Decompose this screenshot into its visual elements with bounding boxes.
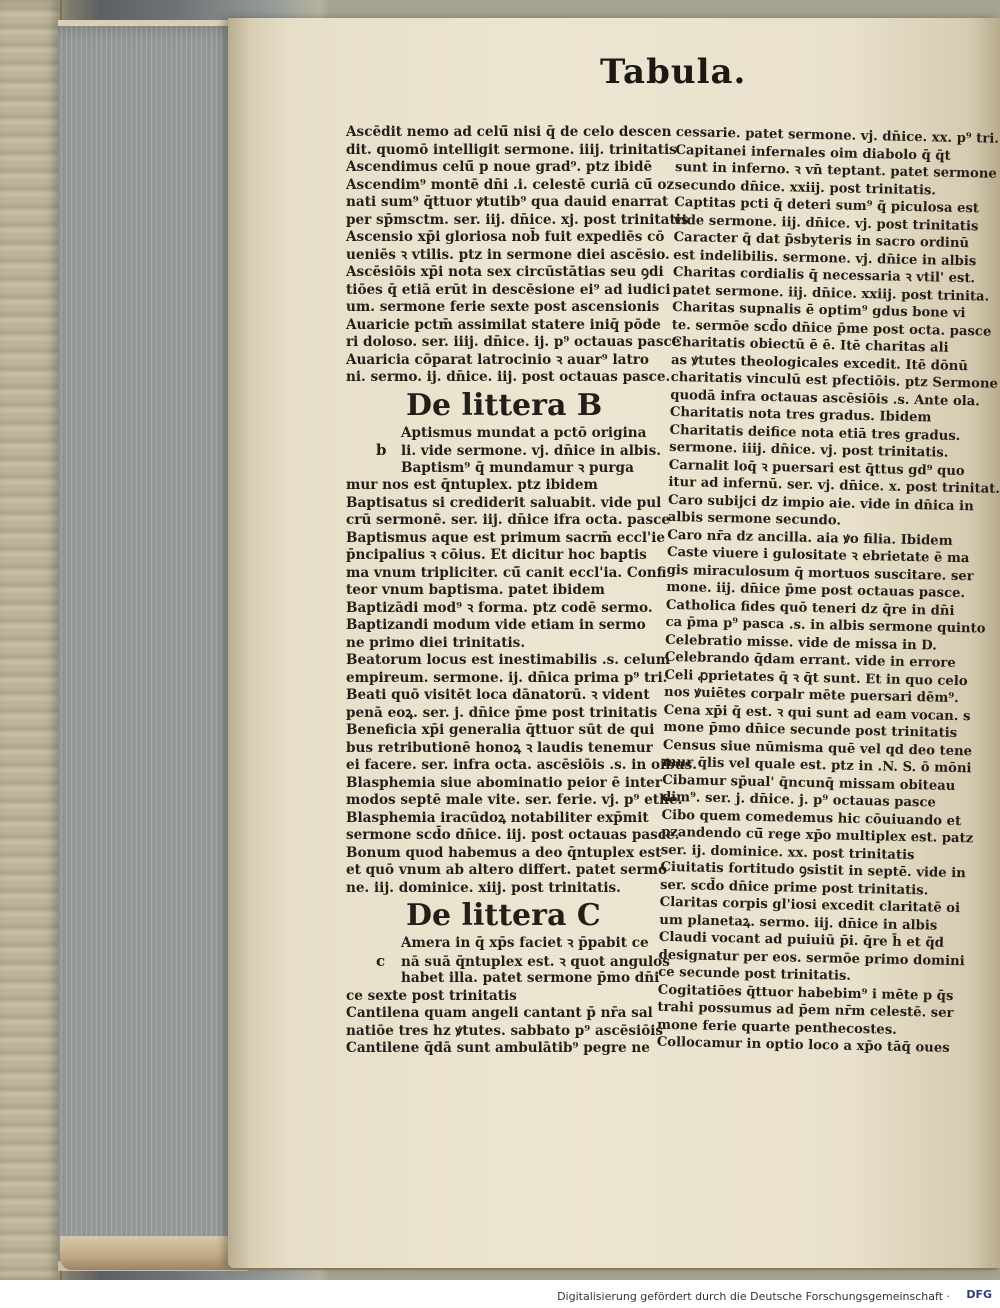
line-text: habet illa. patet sermone p̄mo dn̄i (401, 970, 660, 986)
line-text: sermone. iiij. dn̄ice. vj. post trinitatis. (669, 439, 949, 461)
text-line (346, 317, 670, 335)
line-text: Baptisatus si crediderit saluabit. vide pul (346, 494, 662, 511)
line-text: Baptizandi modum vide etiam in sermo (346, 617, 646, 633)
line-text: sunt in inferno. ꝛ vn̄ teptant. patet sermone (674, 159, 997, 182)
text-line (346, 827, 680, 845)
text-line (346, 194, 670, 212)
line-text: Caracter q̄ dat p̄sbyteris in sacro ordinū (673, 229, 970, 252)
line-text: ser. scd̄o dn̄ice prime post trinitatis. (659, 877, 929, 898)
line-text: Amera in q̄ xp̄s faciet ꝛ p̄pabit ce (401, 935, 649, 951)
line-text: Cibo quem comedemus hic cōuiuando et (661, 807, 962, 829)
text-line (346, 282, 670, 300)
line-text: Beati quō visitēt loca dānatorū. ꝛ vident (346, 687, 650, 703)
line-text: et quō vnum ab altero differt. patet sermo (346, 862, 668, 878)
section-letter-marker: b (376, 441, 387, 459)
text-line (346, 264, 670, 282)
text-line (346, 600, 670, 618)
line-text: Ascensio xp̄i gloriosa nob̄ fuit expediēs cō (346, 229, 665, 245)
line-text: charitatis vinculū est pfectiōis. ptz Sermone (670, 369, 999, 392)
text-line (346, 512, 670, 530)
line-text: Ascendimus celū̄ p noue grad⁹. ptz ibidē (346, 159, 653, 175)
text-line (346, 953, 670, 971)
line-text: Caro subijci dz impio aie. vide in dn̄ica in (667, 492, 974, 514)
text-line (346, 1023, 670, 1041)
dfg-logo: DFG (966, 1288, 992, 1301)
text-line (346, 935, 670, 953)
text-line (346, 740, 670, 758)
line-text: mone p̄mo dn̄ice secunde post trinitatis (663, 719, 958, 742)
line-text: Ciuitatis fortitudo ꝯsistit in septē. vide in (660, 859, 966, 882)
line-text: Cantilena quam angeli cantant p̄ nr̄a sal (346, 1005, 653, 1021)
line-text: mone. iij. dn̄ice p̄me post octauas pasce. (666, 579, 966, 602)
line-text: ce sexte post trinitatis (346, 987, 517, 1004)
digitization-footer (0, 1282, 1000, 1308)
line-text: Catholica fides quō teneri dz q̄re in dn̄i (665, 597, 955, 619)
line-text: bus retributionē honoꝝ ꝛ laudis tenemur (346, 739, 653, 756)
line-text: mur nos est q̄ntuplex. ptz ibidem (346, 477, 598, 493)
text-line (346, 582, 670, 600)
text-line (346, 670, 670, 688)
book-cover-edge (0, 0, 62, 1280)
line-text: Claudi vocant ad puiuiū p̄i. q̄re h̄ et q̄d (658, 929, 945, 951)
text-line (346, 369, 670, 387)
line-text: per sp̄msctm. ser. iij. dn̄ice. xj. post trinitatis (346, 211, 689, 228)
line-text: modos septē male vite. ser. ferie. vj. p⁹ ethe. (346, 792, 683, 808)
line-text: Baptizādi mod⁹ ꝛ forma. ptz codē sermo. (346, 599, 653, 616)
line-text: ma vnum tripliciter. cū̄ canit eccl'ia. Confi (346, 564, 667, 581)
line-text: Ascēdit nemo ad celū̄ nisi q̄ de celo descen (346, 124, 672, 140)
line-text: Auaricie pctm̄ assimilat statere iniq̄ pōde (346, 316, 661, 333)
line-text: natiōe tres hz ꝟtutes. sabbato p⁹ ascēsiōis (346, 1022, 664, 1039)
line-text: patet sermone. iij. dn̄ice. xxiij. post trinita. (672, 282, 990, 305)
line-text: Cibamur sp̄ual' q̄ncunq̄ missam obiteau (662, 772, 956, 794)
line-text: quodā infra octauas ascēsiōis .s. Ante ola. (670, 387, 981, 409)
line-text: dit. quomō intelligit sermone. iiij. trinitatis (346, 141, 677, 158)
right-text-column (656, 124, 1000, 1058)
line-text: secundo dn̄ice. xxiij. post trinitatis. (674, 177, 937, 198)
line-text: Carnalit loq̄ ꝛ puersari est q̄ttus gd⁹ quo (668, 457, 965, 479)
line-text: ser. ij. dominice. xx. post trinitatis (660, 842, 915, 863)
line-text: nā suā q̄ntuplex est. ꝛ quot angulos (401, 953, 670, 970)
text-line (346, 757, 698, 775)
line-text: ca p̄ma p⁹ pasca .s. in albis sermone quinto (665, 614, 986, 637)
line-text: Charitas supnalis ē optim⁹ gdus bone vi (672, 299, 966, 322)
line-text: tiōes q̄ etiā erūt in descēsione ei⁹ ad iudici (346, 281, 671, 298)
line-text: Ascendim⁹ montē dn̄i .i. celestē curiā cū̄ oz (346, 176, 675, 193)
text-line (346, 530, 670, 548)
line-text: Ascēsiōis xp̄i nota sex circūstātias seu ꝯdi (346, 264, 664, 280)
line-text: est indelibilis. sermone. vj. dn̄ice in albis (673, 247, 977, 269)
line-text: ce secunde post trinitatis. (658, 964, 852, 984)
text-line (346, 988, 670, 1006)
line-text: Capitanei infernales oim diabolo q̄ q̄t (675, 142, 951, 164)
line-text: ei facere. ser. infra octa. ascēsiōis .s. in oibus. (346, 757, 698, 773)
line-text: Blasphemia iracūdoꝝ notabiliter exp̄mit (346, 809, 649, 826)
line-text: ni. sermo. ij. dn̄ice. iij. post octauas pasce. (346, 369, 671, 385)
line-text: nos ꝟuiētes corpalr mēte puersari dēm⁹. (663, 684, 959, 707)
line-text: pzandendo cū̄ rege xp̄o multiplex est. patz (661, 824, 974, 847)
text-line (346, 565, 670, 583)
text-line (346, 477, 670, 495)
text-line (346, 425, 670, 443)
line-text: Beneficia xp̄i generalia q̄ttuor sūt de qui (346, 722, 655, 738)
line-text: trahi possumus ad p̄em nr̄m celestē. ser (657, 999, 954, 1022)
line-text: li. vide sermone. vj. dn̄ice in albis. (401, 443, 661, 459)
text-line (346, 880, 670, 898)
text-line (346, 495, 670, 513)
text-line (346, 442, 670, 460)
text-line (346, 687, 670, 705)
text-line (346, 1040, 670, 1058)
text-line (346, 970, 670, 988)
line-text: Baptism⁹ q̄ mundamur ꝛ purga (401, 459, 634, 476)
line-text: ne. iij. dominice. xiij. post trinitatis. (346, 879, 621, 896)
line-text: Charitas cordialis q̄ necessaria ꝛ vtil' est. (672, 264, 976, 287)
line-text: ne primo diei trinitatis. (346, 634, 526, 651)
line-text: te. sermōe scd̄o dn̄ice p̄me post octa. pasce (671, 317, 992, 340)
line-text: ueniēs ꝛ vtilis. ptz in sermone diei ascēsio. (346, 246, 670, 263)
line-text: teor vnum baptisma. patet ibidem (346, 582, 605, 598)
text-line (346, 1005, 670, 1023)
line-text: Aptismus mundat a pctō origina (401, 424, 647, 441)
text-line (346, 635, 670, 653)
line-text: Caro nr̄a dz ancilla. aia ꝟo filia. Ibidem (667, 527, 953, 549)
text-line (346, 652, 670, 670)
text-line (346, 211, 689, 230)
line-text: Captitas pcti q̄ deteri sum⁹ q̄ piculosa est (674, 194, 980, 217)
text-line (346, 352, 670, 370)
line-text: crū sermonē. ser. iij. dn̄ice ifra octa. pasce (346, 512, 671, 528)
line-text: Cantilene q̄dā sunt ambulātib⁹ pegre ne (346, 1040, 650, 1056)
text-line (346, 547, 670, 565)
line-text: dim⁹. ser. j. dn̄ice. j. p⁹ octauas pasce (661, 789, 937, 811)
text-line (346, 810, 670, 828)
text-line (346, 617, 670, 635)
line-text: um. sermone ferie sexte post ascensionis (346, 299, 660, 315)
section-letter-marker: c (376, 951, 386, 970)
text-line (346, 124, 670, 142)
line-text: p̄ncipalius ꝛ cōius. Et dicitur hoc baptis (346, 547, 647, 563)
line-text: nati sum⁹ q̄ttuor ꝟtutib⁹ qua dauid enarrat (346, 194, 669, 210)
line-text: Charitatis deifice nota etiā tres gradus. (669, 422, 961, 444)
line-text: Charitatis obiectū ē ē. Itē charitas ali (671, 334, 949, 356)
line-text: penā eoꝝ. ser. j. dn̄ice p̄me post trinitatis (346, 704, 658, 721)
text-line (346, 460, 670, 478)
line-text: mone ferie quarte penthecostes. (656, 1017, 897, 1038)
line-text: ri doloso. ser. iiij. dn̄ice. ij. p⁹ octauas pasce (346, 334, 681, 350)
line-text: Caste viuere i gulositate ꝛ ebrietate ē ma (666, 544, 970, 567)
footer-credit: Digitalisierung gefördert durch die Deutsche Forschungsgemeinschaft · (557, 1290, 950, 1303)
line-text: Celebratio misse. vide de missa in D. (665, 632, 937, 654)
line-text: Celi ꝓprietates q̄ ꝛ q̄t sunt. Et in quo celo (664, 667, 968, 689)
line-text: Blasphemia siue abominatio peior ē inter (346, 774, 662, 791)
text-line (346, 705, 670, 723)
line-text: Celebrando q̄dam errant. vide in errore (664, 649, 956, 671)
line-text: Beatorum locus est inestimabilis .s. celum (346, 652, 671, 668)
text-line (346, 792, 683, 810)
text-line (346, 247, 670, 265)
line-text: Cogitatiōes q̄ttuor habebim⁹ i mēte p q̄s (657, 982, 954, 1004)
text-line (346, 176, 675, 195)
line-text: Cena xp̄i q̄ est. ꝛ qui sunt ad eam vocan. s (663, 702, 971, 724)
section-heading: De littera C (406, 898, 601, 933)
line-text: albis sermone secundo. (667, 509, 842, 529)
text-line (346, 775, 670, 793)
line-text: Auaricia cōparat latrocinio ꝛ auar⁹ latro (346, 351, 649, 368)
line-text: Collocamur in optio loco a xp̄o tāq̄ oues (656, 1034, 950, 1056)
text-line (346, 722, 670, 740)
line-text: gis miraculosum q̄ mortuos suscitare. ser (666, 562, 974, 584)
line-text: Baptismus aque est primum sacrm̄ eccl'ie (346, 529, 666, 546)
text-line (346, 141, 677, 160)
text-line (346, 845, 670, 863)
section-heading: De littera B (406, 387, 603, 423)
line-text: um planetaꝝ. sermo. iij. dn̄ice in albis (659, 912, 938, 934)
line-text: designatur per eos. sermōe primo domini (658, 947, 965, 969)
running-title: Tabula. (600, 52, 747, 92)
line-text: Bonum quod habemus a deo q̄ntuplex est (346, 844, 662, 861)
line-text: cessarie. patet sermone. vj. dn̄ice. xx. p⁹ tri. (675, 124, 1000, 147)
line-text: itur ad infernū. ser. vj. dn̄ice. x. post trinitat. (668, 474, 1000, 497)
line-text: as ꝟtutes theologicales excedit. Itē dōnū (670, 352, 969, 374)
line-text: mur q̄lis vel quale est. ptz in .N. S. ō mōni (662, 754, 972, 777)
text-line (346, 862, 670, 880)
text-line (346, 299, 670, 317)
line-text: vide sermone. iij. dn̄ice. vj. post trinitatis (673, 212, 979, 234)
line-text: Charitatis nota tres gradus. Ibidem (669, 404, 932, 426)
line-text: empireum. sermone. ij. dn̄ica prima p⁹ tri. (346, 669, 668, 686)
left-text-column (346, 124, 698, 1058)
text-line (346, 159, 670, 177)
text-line (346, 229, 670, 247)
line-text: Claritas corpis gl'iosi excedit claritatē oi (659, 894, 961, 917)
page-stack-edge (58, 20, 248, 1271)
line-text: sermone scd̄o dn̄ice. iij. post octauas pasce. (346, 827, 680, 843)
text-line (346, 334, 681, 352)
line-text: Census siue nūmisma quē vel qd deo tene (662, 737, 973, 759)
